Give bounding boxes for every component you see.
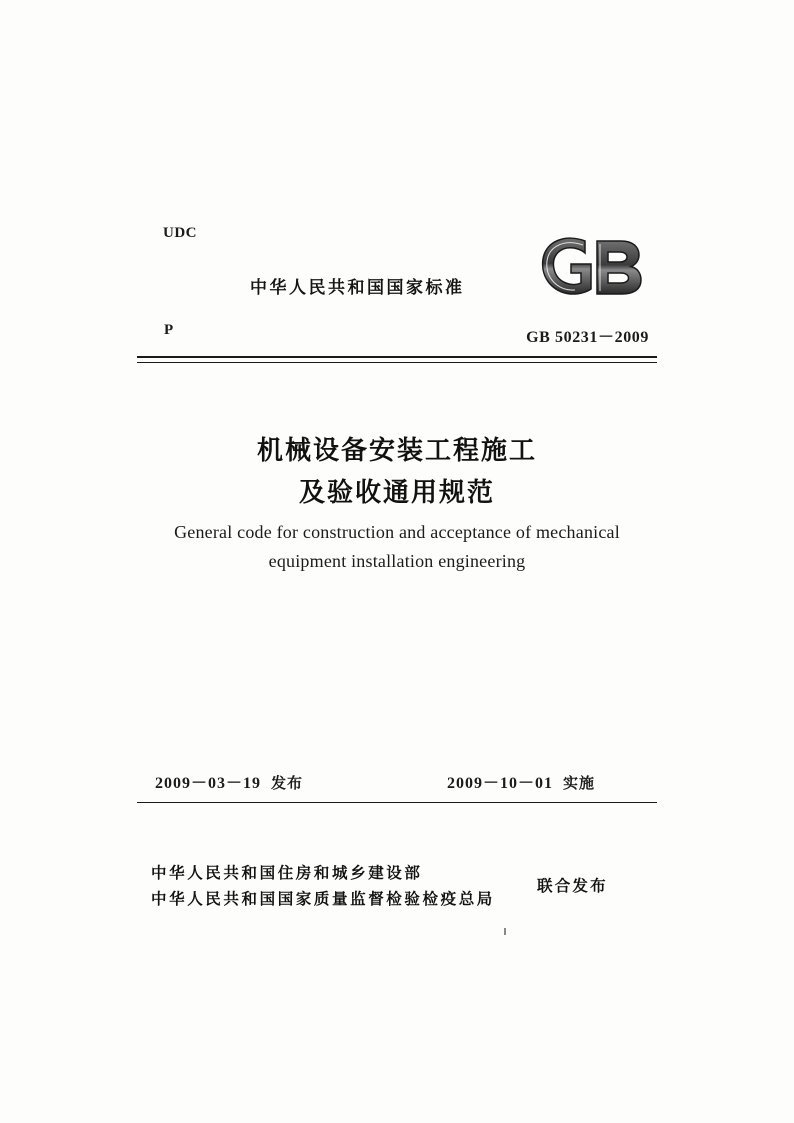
publisher-line-1: 中华人民共和国住房和城乡建设部 (151, 864, 423, 882)
issue-date-label: 发布 (271, 774, 304, 792)
title-chinese-line2: 及验收通用规范 (298, 478, 495, 508)
divider-bottom (137, 802, 657, 803)
standard-number: GB 50231－2009 (526, 329, 649, 346)
issue-date-block (155, 770, 303, 793)
scan-artifact (504, 928, 506, 935)
joint-release-label: 联合发布 (537, 877, 608, 895)
divider-top-thin (137, 362, 657, 363)
issue-date-value: 2009－03－19 (155, 775, 262, 792)
cover-content (137, 0, 657, 1123)
title-english (137, 518, 657, 576)
gb-logo-icon (537, 233, 647, 301)
classification-mark: P (164, 322, 174, 338)
publisher-block (151, 860, 551, 912)
udc-label: UDC (163, 225, 197, 241)
title-english-line2: equipment installation engineering (268, 551, 526, 571)
effective-date-label: 实施 (563, 774, 596, 792)
title-chinese-line1: 机械设备安装工程施工 (256, 436, 537, 466)
title-chinese (137, 430, 657, 514)
effective-date-value: 2009－10－01 (447, 775, 554, 792)
divider-top-thick (137, 356, 657, 358)
title-english-line1: General code for construction and acceptance of mechanical (174, 522, 620, 542)
publisher-line-2: 中华人民共和国国家质量监督检验检疫总局 (151, 890, 495, 908)
effective-date-block (447, 770, 595, 793)
issuing-body-heading: 中华人民共和国国家标准 (250, 278, 465, 298)
